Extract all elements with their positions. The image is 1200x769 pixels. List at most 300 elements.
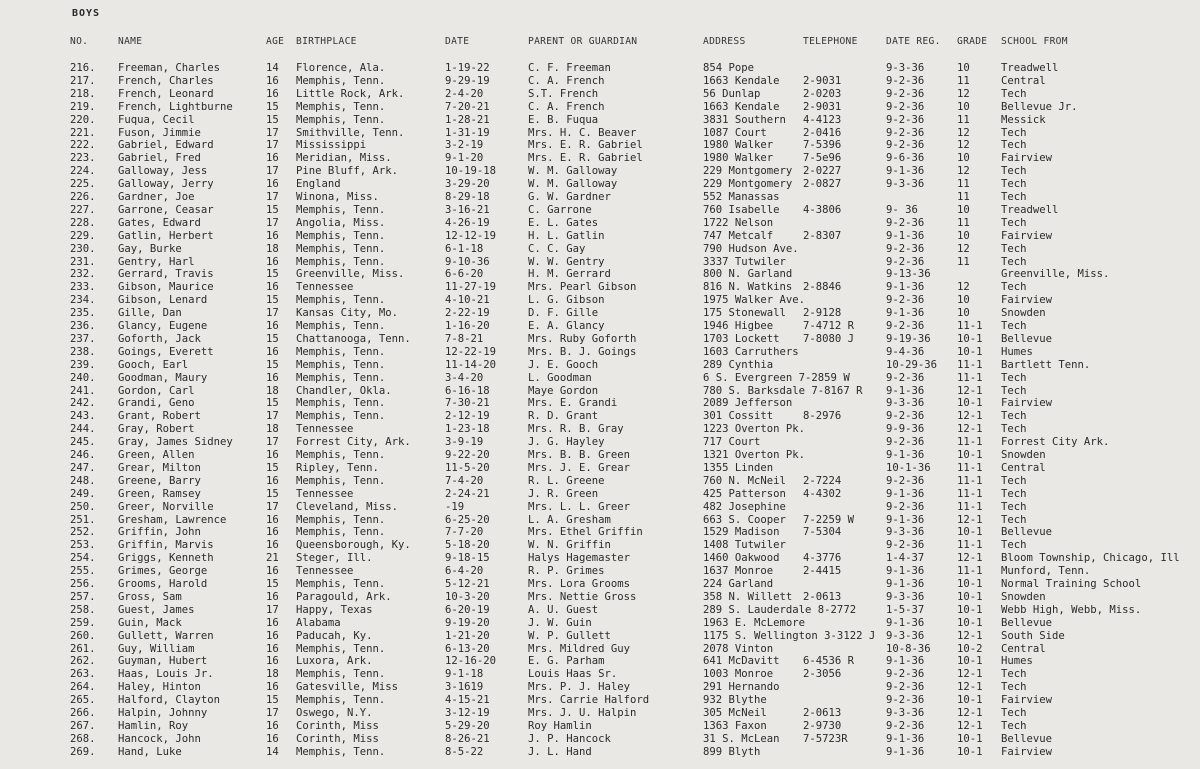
parent-guardian: H. M. Gerrard (528, 268, 611, 281)
row-number: 252. (70, 526, 96, 539)
age: 16 (266, 719, 279, 732)
school-from: Snowden (1001, 590, 1046, 603)
row-number: 248. (70, 474, 96, 487)
telephone: 2-4415 (803, 565, 842, 578)
address: 854 Pope (703, 62, 755, 74)
parent-guardian: Mrs. P. J. Haley (528, 681, 631, 694)
parent-guardian: W. P. Gullett (528, 629, 611, 642)
birthplace: Kansas City, Mo. (296, 307, 399, 320)
grade: 11 (957, 113, 970, 126)
student-name: Grear, Milton (118, 461, 201, 474)
grade: 11-1 (957, 565, 983, 578)
student-name: Greer, Norville (118, 500, 214, 513)
grade: 10-1 (957, 694, 983, 707)
row-number: 261. (70, 642, 96, 655)
age: 16 (266, 87, 279, 100)
telephone: 2-8307 (803, 229, 842, 242)
grade: 12-1 (957, 384, 983, 397)
student-name: Gray, James Sidney (118, 436, 233, 449)
row-number: 227. (70, 203, 96, 216)
row-number: 219. (70, 100, 96, 113)
telephone: 7-5e96 (803, 152, 842, 165)
age: 14 (266, 745, 279, 758)
birth-date: 9-10-36 (445, 255, 490, 268)
birthplace: Oswego, N.Y. (296, 707, 373, 719)
grade: 11-1 (957, 358, 983, 371)
date-registered: 9-1-36 (886, 616, 925, 629)
age: 15 (266, 294, 279, 307)
birthplace: Gatesville, Miss (296, 681, 399, 694)
school-from: Snowden (1001, 449, 1046, 461)
birthplace: Mississippi (296, 139, 367, 152)
birth-date: 3-29-20 (445, 178, 490, 191)
school-from: Webb High, Webb, Miss. (1001, 603, 1142, 616)
birthplace: Memphis, Tenn. (296, 371, 386, 384)
parent-guardian: Mrs. E. Grandi (528, 397, 618, 410)
address: 2089 Jefferson (703, 397, 793, 410)
parent-guardian: R. P. Grimes (528, 565, 605, 578)
row-number: 228. (70, 216, 96, 229)
birth-date: 3-1619 (445, 681, 484, 694)
row-number: 222. (70, 139, 96, 152)
address: 1637 Monroe (703, 565, 774, 578)
student-name: Fuqua, Cecil (118, 113, 195, 126)
birthplace: Meridian, Miss. (296, 152, 392, 165)
date-registered: 9-4-36 (886, 345, 925, 358)
student-name: French, Charles (118, 74, 214, 87)
grade: 10-1 (957, 590, 983, 603)
birth-date: 1-28-21 (445, 113, 490, 126)
date-registered: 9-2-36 (886, 255, 925, 268)
row-number: 216. (70, 62, 96, 74)
birth-date: 1-19-22 (445, 62, 490, 74)
parent-guardian: J. P. Hancock (528, 732, 611, 745)
age: 18 (266, 384, 279, 397)
date-registered: 9-2-36 (886, 216, 925, 229)
telephone: 7-5723R (803, 732, 848, 745)
parent-guardian: Mrs. Mildred Guy (528, 642, 631, 655)
birthplace: Memphis, Tenn. (296, 100, 386, 113)
grade: 12 (957, 87, 970, 100)
age: 16 (266, 255, 279, 268)
date-registered: 9-3-36 (886, 526, 925, 539)
date-registered: 9-2-36 (886, 100, 925, 113)
date-registered: 9-2-36 (886, 668, 925, 681)
birth-date: 4-10-21 (445, 294, 490, 307)
birth-date: 9-1-20 (445, 152, 484, 165)
birthplace: Memphis, Tenn. (296, 229, 386, 242)
date-registered: 9-2-36 (886, 242, 925, 255)
telephone: 4-4302 (803, 487, 842, 500)
telephone: 2-9128 (803, 307, 842, 320)
student-name: Gibson, Maurice (118, 281, 214, 294)
age: 17 (266, 307, 279, 320)
header-name: NAME (118, 36, 143, 47)
address: 1963 E. McLemore (703, 616, 806, 629)
address: 800 N. Garland (703, 268, 793, 281)
school-from: Fairview (1001, 294, 1053, 307)
parent-guardian: Mrs. Ethel Griffin (528, 526, 643, 539)
birth-date: 9-22-20 (445, 449, 490, 461)
student-name: Grandi, Geno (118, 397, 195, 410)
student-name: Guest, James (118, 603, 195, 616)
parent-guardian: Mrs. Nettie Gross (528, 590, 637, 603)
age: 17 (266, 410, 279, 423)
parent-guardian: W. M. Galloway (528, 178, 618, 191)
student-name: Haas, Louis Jr. (118, 668, 214, 681)
row-number: 220. (70, 113, 96, 126)
school-from: Tech (1001, 487, 1027, 500)
date-registered: 9-1-36 (886, 229, 925, 242)
school-from: Tech (1001, 423, 1027, 436)
grade: 12 (957, 165, 970, 178)
parent-guardian: Halys Hagemaster (528, 552, 631, 565)
birthplace: Corinth, Miss (296, 732, 379, 745)
row-number: 224. (70, 165, 96, 178)
date-registered: 9-2-36 (886, 320, 925, 332)
date-registered: 9-1-36 (886, 384, 925, 397)
student-name: Gibson, Lenard (118, 294, 208, 307)
parent-guardian: S.T. French (528, 87, 599, 100)
birth-date: 7-20-21 (445, 100, 490, 113)
student-name: Green, Ramsey (118, 487, 201, 500)
student-name: Gullett, Warren (118, 629, 214, 642)
telephone: 7-4712 R (803, 320, 855, 332)
row-number: 236. (70, 320, 96, 332)
student-name: Gabriel, Fred (118, 152, 201, 165)
age: 15 (266, 487, 279, 500)
birthplace: Alabama (296, 616, 341, 629)
student-name: Fuson, Jimmie (118, 126, 201, 139)
school-from: Tech (1001, 191, 1027, 203)
parent-guardian: R. L. Greene (528, 474, 605, 487)
birthplace: Memphis, Tenn. (296, 526, 386, 539)
grade: 11-1 (957, 320, 983, 332)
address: 56 Dunlap (703, 87, 761, 100)
parent-guardian: Mrs. H. C. Beaver (528, 126, 637, 139)
row-number: 257. (70, 590, 96, 603)
header-address: ADDRESS (703, 36, 746, 47)
birth-date: 3-9-19 (445, 436, 484, 449)
row-number: 226. (70, 191, 96, 203)
row-number: 225. (70, 178, 96, 191)
school-from: Tech (1001, 681, 1027, 694)
grade: 11-1 (957, 371, 983, 384)
birthplace: Happy, Texas (296, 603, 373, 616)
section-title: BOYS (72, 8, 101, 19)
school-from: Tech (1001, 539, 1027, 552)
student-name: Guin, Mack (118, 616, 182, 629)
birth-date: 11-5-20 (445, 461, 490, 474)
age: 17 (266, 126, 279, 139)
birth-date: 8-5-22 (445, 745, 484, 758)
student-name: Halpin, Johnny (118, 707, 208, 719)
grade: 11 (957, 74, 970, 87)
telephone: 7-5396 (803, 139, 842, 152)
row-number: 255. (70, 565, 96, 578)
school-from: Bellevue (1001, 332, 1053, 345)
date-registered: 9-3-36 (886, 707, 925, 719)
row-number: 265. (70, 694, 96, 707)
grade: 11 (957, 191, 970, 203)
parent-guardian: C. Garrone (528, 203, 592, 216)
grade: 12 (957, 242, 970, 255)
birthplace: Little Rock, Ark. (296, 87, 405, 100)
student-name: Gatlin, Herbert (118, 229, 214, 242)
birth-date: 4-26-19 (445, 216, 490, 229)
address: 899 Blyth (703, 745, 761, 758)
school-from: Bloom Township, Chicago, Ill (1001, 552, 1180, 565)
grade: 11-1 (957, 474, 983, 487)
grade: 11 (957, 178, 970, 191)
parent-guardian: Mrs. Pearl Gibson (528, 281, 637, 294)
parent-guardian: J. L. Hand (528, 745, 592, 758)
address: 229 Montgomery (703, 178, 793, 191)
parent-guardian: A. U. Guest (528, 603, 599, 616)
date-registered: 9-2-36 (886, 371, 925, 384)
age: 15 (266, 578, 279, 590)
school-from: Greenville, Miss. (1001, 268, 1110, 281)
telephone: 2-9730 (803, 719, 842, 732)
birth-date: 6-6-20 (445, 268, 484, 281)
grade: 12-1 (957, 629, 983, 642)
school-from: Forrest City Ark. (1001, 436, 1110, 449)
student-name: Goforth, Jack (118, 332, 201, 345)
parent-guardian: G. W. Gardner (528, 191, 611, 203)
date-registered: 9-1-36 (886, 565, 925, 578)
birthplace: Memphis, Tenn. (296, 694, 386, 707)
student-name: Gardner, Joe (118, 191, 195, 203)
student-name: Goings, Everett (118, 345, 214, 358)
birthplace: Memphis, Tenn. (296, 358, 386, 371)
row-number: 259. (70, 616, 96, 629)
telephone: 7-8080 J (803, 332, 855, 345)
address: 482 Josephine (703, 500, 786, 513)
row-number: 247. (70, 461, 96, 474)
grade: 10 (957, 307, 970, 320)
address: 790 Hudson Ave. (703, 242, 799, 255)
parent-guardian: Mrs. Carrie Halford (528, 694, 650, 707)
birth-date: 10-3-20 (445, 590, 490, 603)
school-from: Tech (1001, 384, 1027, 397)
parent-guardian: H. L. Gatlin (528, 229, 605, 242)
school-from: Tech (1001, 513, 1027, 526)
birth-date: 6-20-19 (445, 603, 490, 616)
row-number: 263. (70, 668, 96, 681)
age: 17 (266, 707, 279, 719)
age: 17 (266, 436, 279, 449)
birthplace: Tennessee (296, 281, 354, 294)
row-number: 253. (70, 539, 96, 552)
date-registered: 9-9-36 (886, 423, 925, 436)
date-registered: 9-1-36 (886, 487, 925, 500)
age: 16 (266, 655, 279, 668)
student-name: Guy, William (118, 642, 195, 655)
birth-date: 6-16-18 (445, 384, 490, 397)
parent-guardian: Louis Haas Sr. (528, 668, 618, 681)
grade: 12-1 (957, 719, 983, 732)
parent-guardian: C. A. French (528, 100, 605, 113)
telephone: 2-0416 (803, 126, 842, 139)
birthplace: Chattanooga, Tenn. (296, 332, 411, 345)
birth-date: 5-29-20 (445, 719, 490, 732)
student-name: Guyman, Hubert (118, 655, 208, 668)
birth-date: 6-4-20 (445, 565, 484, 578)
telephone: 2-7224 (803, 474, 842, 487)
address: 358 N. Willett (703, 590, 793, 603)
school-from: South Side (1001, 629, 1065, 642)
birth-date: 6-25-20 (445, 513, 490, 526)
address: 425 Patterson (703, 487, 786, 500)
date-registered: 9-3-36 (886, 629, 925, 642)
birth-date: 2-22-19 (445, 307, 490, 320)
birthplace: Memphis, Tenn. (296, 745, 386, 758)
birthplace: Cleveland, Miss. (296, 500, 399, 513)
parent-guardian: W. N. Griffin (528, 539, 611, 552)
address: 3337 Tutwiler (703, 255, 786, 268)
parent-guardian: J. G. Hayley (528, 436, 605, 449)
date-registered: 9-2-36 (886, 294, 925, 307)
date-registered: 9-1-36 (886, 165, 925, 178)
grade: 11 (957, 255, 970, 268)
grade: 11-1 (957, 461, 983, 474)
age: 15 (266, 397, 279, 410)
student-name: Greene, Barry (118, 474, 201, 487)
school-from: Treadwell (1001, 203, 1059, 216)
grade: 11 (957, 216, 970, 229)
date-registered: 9-1-36 (886, 513, 925, 526)
student-name: Gerrard, Travis (118, 268, 214, 281)
birthplace: Winona, Miss. (296, 191, 379, 203)
student-name: Freeman, Charles (118, 62, 221, 74)
parent-guardian: Maye Gordon (528, 384, 599, 397)
parent-guardian: Mrs. Ruby Goforth (528, 332, 637, 345)
school-from: Bellevue (1001, 732, 1053, 745)
date-registered: 9-2-36 (886, 436, 925, 449)
student-name: Gates, Edward (118, 216, 201, 229)
date-registered: 9-2-36 (886, 87, 925, 100)
address: 641 McDavitt (703, 655, 780, 668)
school-from: Tech (1001, 668, 1027, 681)
row-number: 235. (70, 307, 96, 320)
grade: 10-1 (957, 332, 983, 345)
birthplace: Memphis, Tenn. (296, 449, 386, 461)
date-registered: 9-2-36 (886, 74, 925, 87)
row-number: 239. (70, 358, 96, 371)
age: 15 (266, 268, 279, 281)
student-name: Gooch, Earl (118, 358, 189, 371)
date-registered: 9-1-36 (886, 732, 925, 745)
grade: 10-1 (957, 449, 983, 461)
address: 663 S. Cooper (703, 513, 786, 526)
school-from: Humes (1001, 655, 1033, 668)
row-number: 238. (70, 345, 96, 358)
address: 291 Hernando (703, 681, 780, 694)
birthplace: Pine Bluff, Ark. (296, 165, 399, 178)
age: 18 (266, 242, 279, 255)
parent-guardian: Mrs. B. J. Goings (528, 345, 637, 358)
address: 305 McNeil (703, 707, 767, 719)
row-number: 242. (70, 397, 96, 410)
birth-date: 9-18-15 (445, 552, 490, 565)
address: 229 Montgomery (703, 165, 793, 178)
grade: 10-1 (957, 745, 983, 758)
row-number: 266. (70, 707, 96, 719)
age: 21 (266, 552, 279, 565)
telephone: 7-2259 W (803, 513, 855, 526)
age: 15 (266, 694, 279, 707)
birthplace: Memphis, Tenn. (296, 294, 386, 307)
school-from: Bellevue Jr. (1001, 100, 1078, 113)
school-from: Treadwell (1001, 62, 1059, 74)
age: 16 (266, 539, 279, 552)
address: 175 Stonewall (703, 307, 786, 320)
school-from: Central (1001, 642, 1046, 655)
row-number: 221. (70, 126, 96, 139)
age: 16 (266, 590, 279, 603)
grade: 11-1 (957, 487, 983, 500)
grade: 10 (957, 152, 970, 165)
grade: 10 (957, 62, 970, 74)
date-registered: 9-1-36 (886, 655, 925, 668)
birthplace: Memphis, Tenn. (296, 668, 386, 681)
address: 1663 Kendale (703, 74, 780, 87)
address: 1663 Kendale (703, 100, 780, 113)
address: 932 Blythe (703, 694, 767, 707)
age: 18 (266, 668, 279, 681)
birth-date: 7-4-20 (445, 474, 484, 487)
birthplace: Memphis, Tenn. (296, 410, 386, 423)
student-name: Hancock, John (118, 732, 201, 745)
birth-date: 1-21-20 (445, 629, 490, 642)
school-from: Tech (1001, 719, 1027, 732)
address: 1408 Tutwiler (703, 539, 786, 552)
address: 1980 Walker (703, 139, 774, 152)
school-from: Tech (1001, 87, 1027, 100)
birthplace: Tennessee (296, 565, 354, 578)
age: 18 (266, 423, 279, 436)
grade: 10-1 (957, 655, 983, 668)
header-parent: PARENT OR GUARDIAN (528, 36, 638, 47)
birth-date: 12-16-20 (445, 655, 497, 668)
parent-guardian: L. A. Gresham (528, 513, 611, 526)
birthplace: Luxora, Ark. (296, 655, 373, 668)
age: 17 (266, 139, 279, 152)
school-from: Central (1001, 74, 1046, 87)
birthplace: Paragould, Ark. (296, 590, 392, 603)
age: 16 (266, 474, 279, 487)
date-registered: 9-3-36 (886, 62, 925, 74)
student-name: Grant, Robert (118, 410, 201, 423)
parent-guardian: E. G. Parham (528, 655, 605, 668)
grade: 10-1 (957, 603, 983, 616)
birth-date: 3-16-21 (445, 203, 490, 216)
birthplace: Memphis, Tenn. (296, 320, 386, 332)
student-name: Halford, Clayton (118, 694, 221, 707)
age: 15 (266, 332, 279, 345)
age: 15 (266, 461, 279, 474)
address: 816 N. Watkins (703, 281, 793, 294)
row-number: 233. (70, 281, 96, 294)
grade: 10 (957, 294, 970, 307)
date-registered: 9-1-36 (886, 745, 925, 758)
parent-guardian: E. L. Gates (528, 216, 599, 229)
row-number: 264. (70, 681, 96, 694)
telephone: 7-5304 (803, 526, 842, 539)
student-name: Grimes, George (118, 565, 208, 578)
school-from: Humes (1001, 345, 1033, 358)
parent-guardian: Mrs. R. B. Gray (528, 423, 624, 436)
